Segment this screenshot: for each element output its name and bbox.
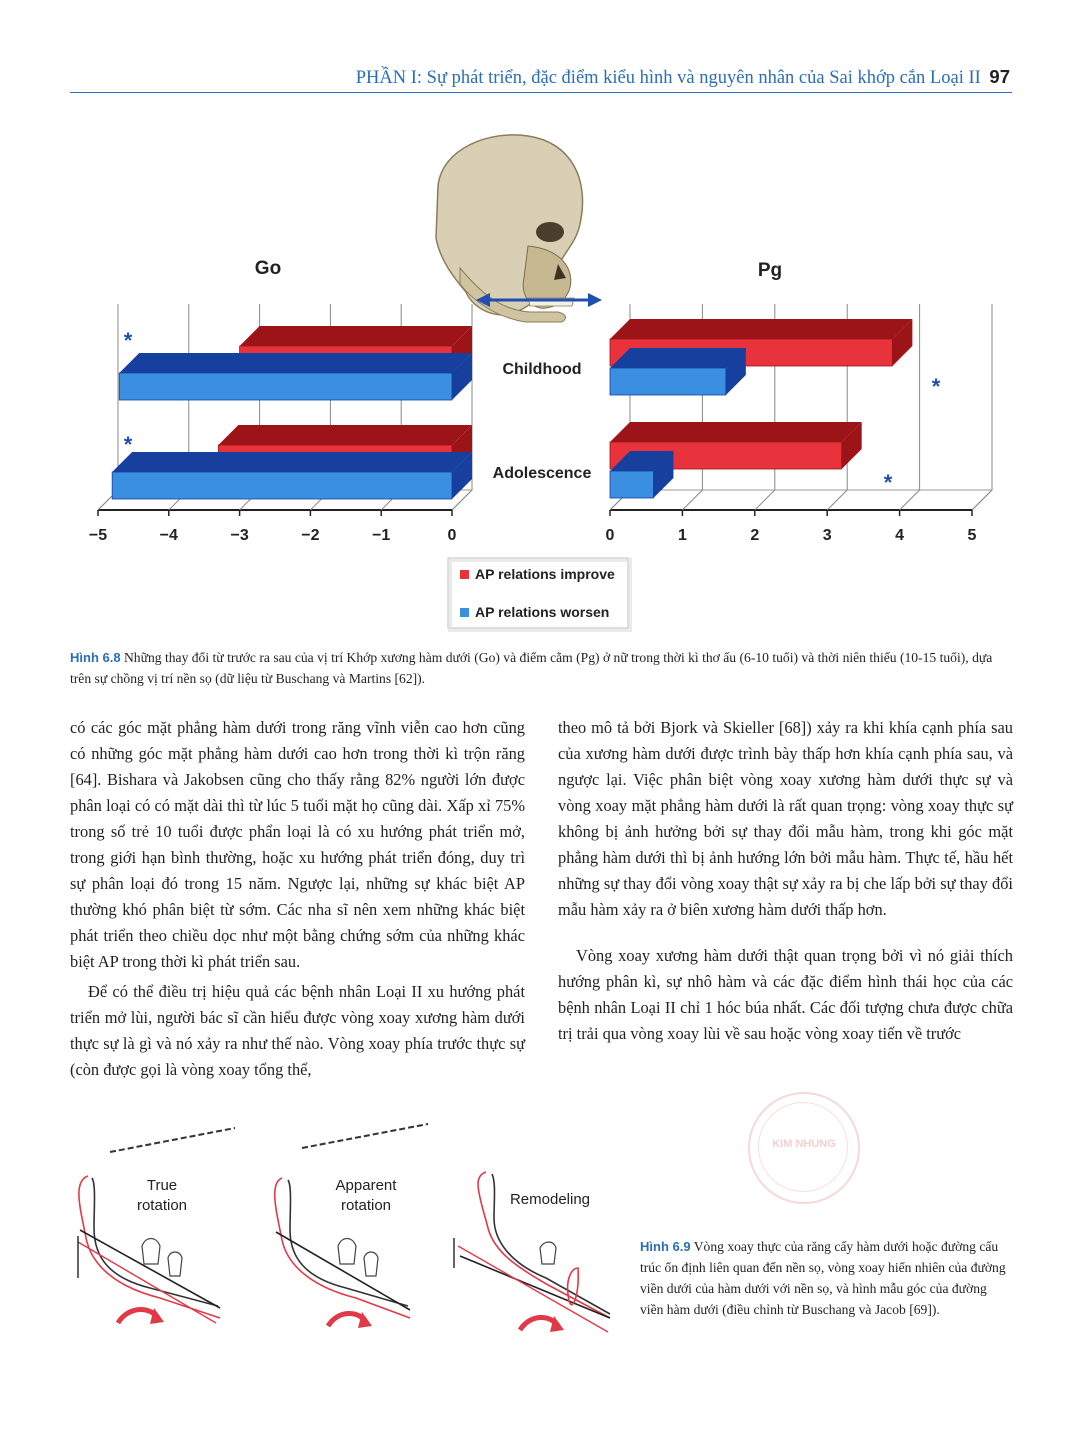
watermark-stamp [748,1092,860,1204]
figure-6-8-caption-text: Những thay đổi từ trước ra sau của vị trí Khớp xương hàm dưới (Go) và điểm cằm (Pg) ở nữ trong thời kì thơ ấu (6-10 tuổi) và thời niên thiếu (10-15 tuổi), dựa trên sự chồng vị trí nền sọ (dữ liệu từ Buschang và Martins [62]). [70,650,993,686]
legend-label-worsen: AP relations worsen [475,604,610,620]
x-tick-label: 0 [605,527,615,544]
figure-6-8 [80,128,1000,638]
x-tick-label: −5 [88,527,108,544]
watermark-text: KIM NHUNG [772,1138,836,1150]
figure-6-8-caption [70,647,1015,689]
x-tick-label: 4 [895,527,905,544]
figure-6-9-caption-text: Vòng xoay thực của răng cấy hàm dưới hoặc đường cấu trúc ổn định liên quan đến nền sọ, vòng xoay hiển nhiên của đường viền dưới của hàm dưới với nền sọ, và hình mẫu góc của đường viền hàm dưới (điều chỉnh từ Buschang và Jacob [69]). [640,1239,1006,1317]
x-tick-label: 2 [750,527,760,544]
bar-worsen [610,348,746,395]
panel-label: True [146,1177,178,1194]
reference-line [302,1124,428,1148]
chart-floor [610,490,992,510]
body-paragraph: Để có thể điều trị hiệu quả các bệnh nhân Loại II xu hướng phát triển mở lùi, người bác sĩ cần hiểu được vòng xoay xương hàm dưới thực sự là gì và nó xảy ra như thế nào. Vòng xoay phía trước thực sự (còn được gọi là vòng xoay tổng thể, [70,982,525,1079]
significance-asterisk: * [883,470,893,495]
category-label-adolescence: Adolescence [492,465,592,482]
panel-label: Remodeling [509,1191,591,1208]
x-tick-label: −3 [230,527,249,544]
panel-apparent-rotation [275,1177,410,1328]
panel-remodeling [454,1172,610,1332]
chart-legend [448,558,630,630]
body-paragraph: Vòng xoay xương hàm dưới thật quan trọng bởi vì nó giải thích hướng phân kì, sự nhô hàm và các đặc điểm hình thái học của các bệnh nhân Loại II chỉ 1 hóc búa nhất. Các đối tượng chưa được chữa trị trải qua vòng xoay lùi về sau hoặc vòng xoay tiến về trước [558,946,1013,1043]
panel-label: rotation [136,1197,188,1214]
bar-worsen [119,353,472,400]
x-tick-label: 3 [822,527,832,544]
mandible-rotation-diagram [70,1118,630,1358]
panel-true-rotation [78,1176,220,1324]
page-number: 97 [989,66,1010,87]
figure-6-8-label: Hình 6.8 [70,650,121,665]
header-title: PHẦN I: Sự phát triển, đặc điểm kiểu hình và nguyên nhân của Sai khớp cắn Loại II [355,68,981,88]
running-header [70,66,1010,89]
panel-label: rotation [340,1197,392,1214]
legend-swatch-worsen [460,608,469,617]
category-label-childhood: Childhood [502,361,582,378]
legend-swatch-improve [460,570,469,579]
body-paragraph: có các góc mặt phẳng hàm dưới trong răng vĩnh viễn cao hơn cũng có những góc mặt phẳng hàm dưới cao hơn trong thời kì trộn răng [64]. Bishara và Jakobsen cũng cho thấy rằng 82% người lớn được phân loại có có mặt dài thì từ lúc 5 tuổi mặt họ cũng dài. Xấp xỉ 75% trong số trẻ 10 tuổi được phẩn loại là có xu hướng phát triển mở, trong giới hạn bình thường, hoặc xu hướng phát triển đóng, duy trì sự phân loại đó trong 15 năm. Ngược lại, những sự khác biệt AP thường khó phân biệt từ sớm. Các nha sĩ nên xem những khác biệt phát triển theo chiều dọc như một bằng chứng sớm của những khác biệt AP trong thời kì phát triển sau. [70,718,525,971]
figure-6-9 [70,1118,630,1358]
figure-6-9-label: Hình 6.9 [640,1239,691,1254]
x-tick-label: −1 [372,527,391,544]
body-column-left [70,715,525,1083]
reference-line [110,1128,235,1152]
x-tick-label: 5 [967,527,977,544]
body-paragraph: theo mô tả bởi Bjork và Skieller [68]) xảy ra khi khía cạnh phía sau của xương hàm dưới được trình bày thấp hơn khía cạnh phía sau, và ngược lại. Việc phân biệt vòng xoay xương hàm dưới thực sự và vòng xoay mặt phẳng hàm dưới là rất quan trọng: vòng xoay thực sự không bị ảnh hưởng bởi sự thay đổi mẫu hàm, trong khi góc mặt phẳng hàm dưới thì bị ảnh hướng lớn bởi mẫu hàm. Thực tế, hầu hết những sự thay đổi vòng xoay thật sự xảy ra bị che lấp bởi sự thay đổi mẫu hàm xảy ra ở biên xương hàm dưới thấp hơn. [558,718,1013,919]
go-pg-bar-chart [80,128,1000,638]
chart-title: Pg [757,260,783,281]
x-tick-label: −4 [159,527,178,544]
significance-asterisk: * [123,432,133,457]
figure-6-9-caption [640,1236,1010,1320]
x-tick-label: 0 [447,527,457,544]
header-rule [70,92,1012,93]
chart-title: Go [254,258,282,279]
significance-asterisk: * [931,374,941,399]
body-column-right [558,715,1013,1047]
legend-label-improve: AP relations improve [475,566,615,582]
x-tick-label: 1 [677,527,687,544]
x-tick-label: −2 [301,527,320,544]
significance-asterisk: * [123,328,133,353]
bar-worsen [112,452,472,499]
panel-label: Apparent [335,1177,397,1194]
skull-illustration [436,135,602,322]
